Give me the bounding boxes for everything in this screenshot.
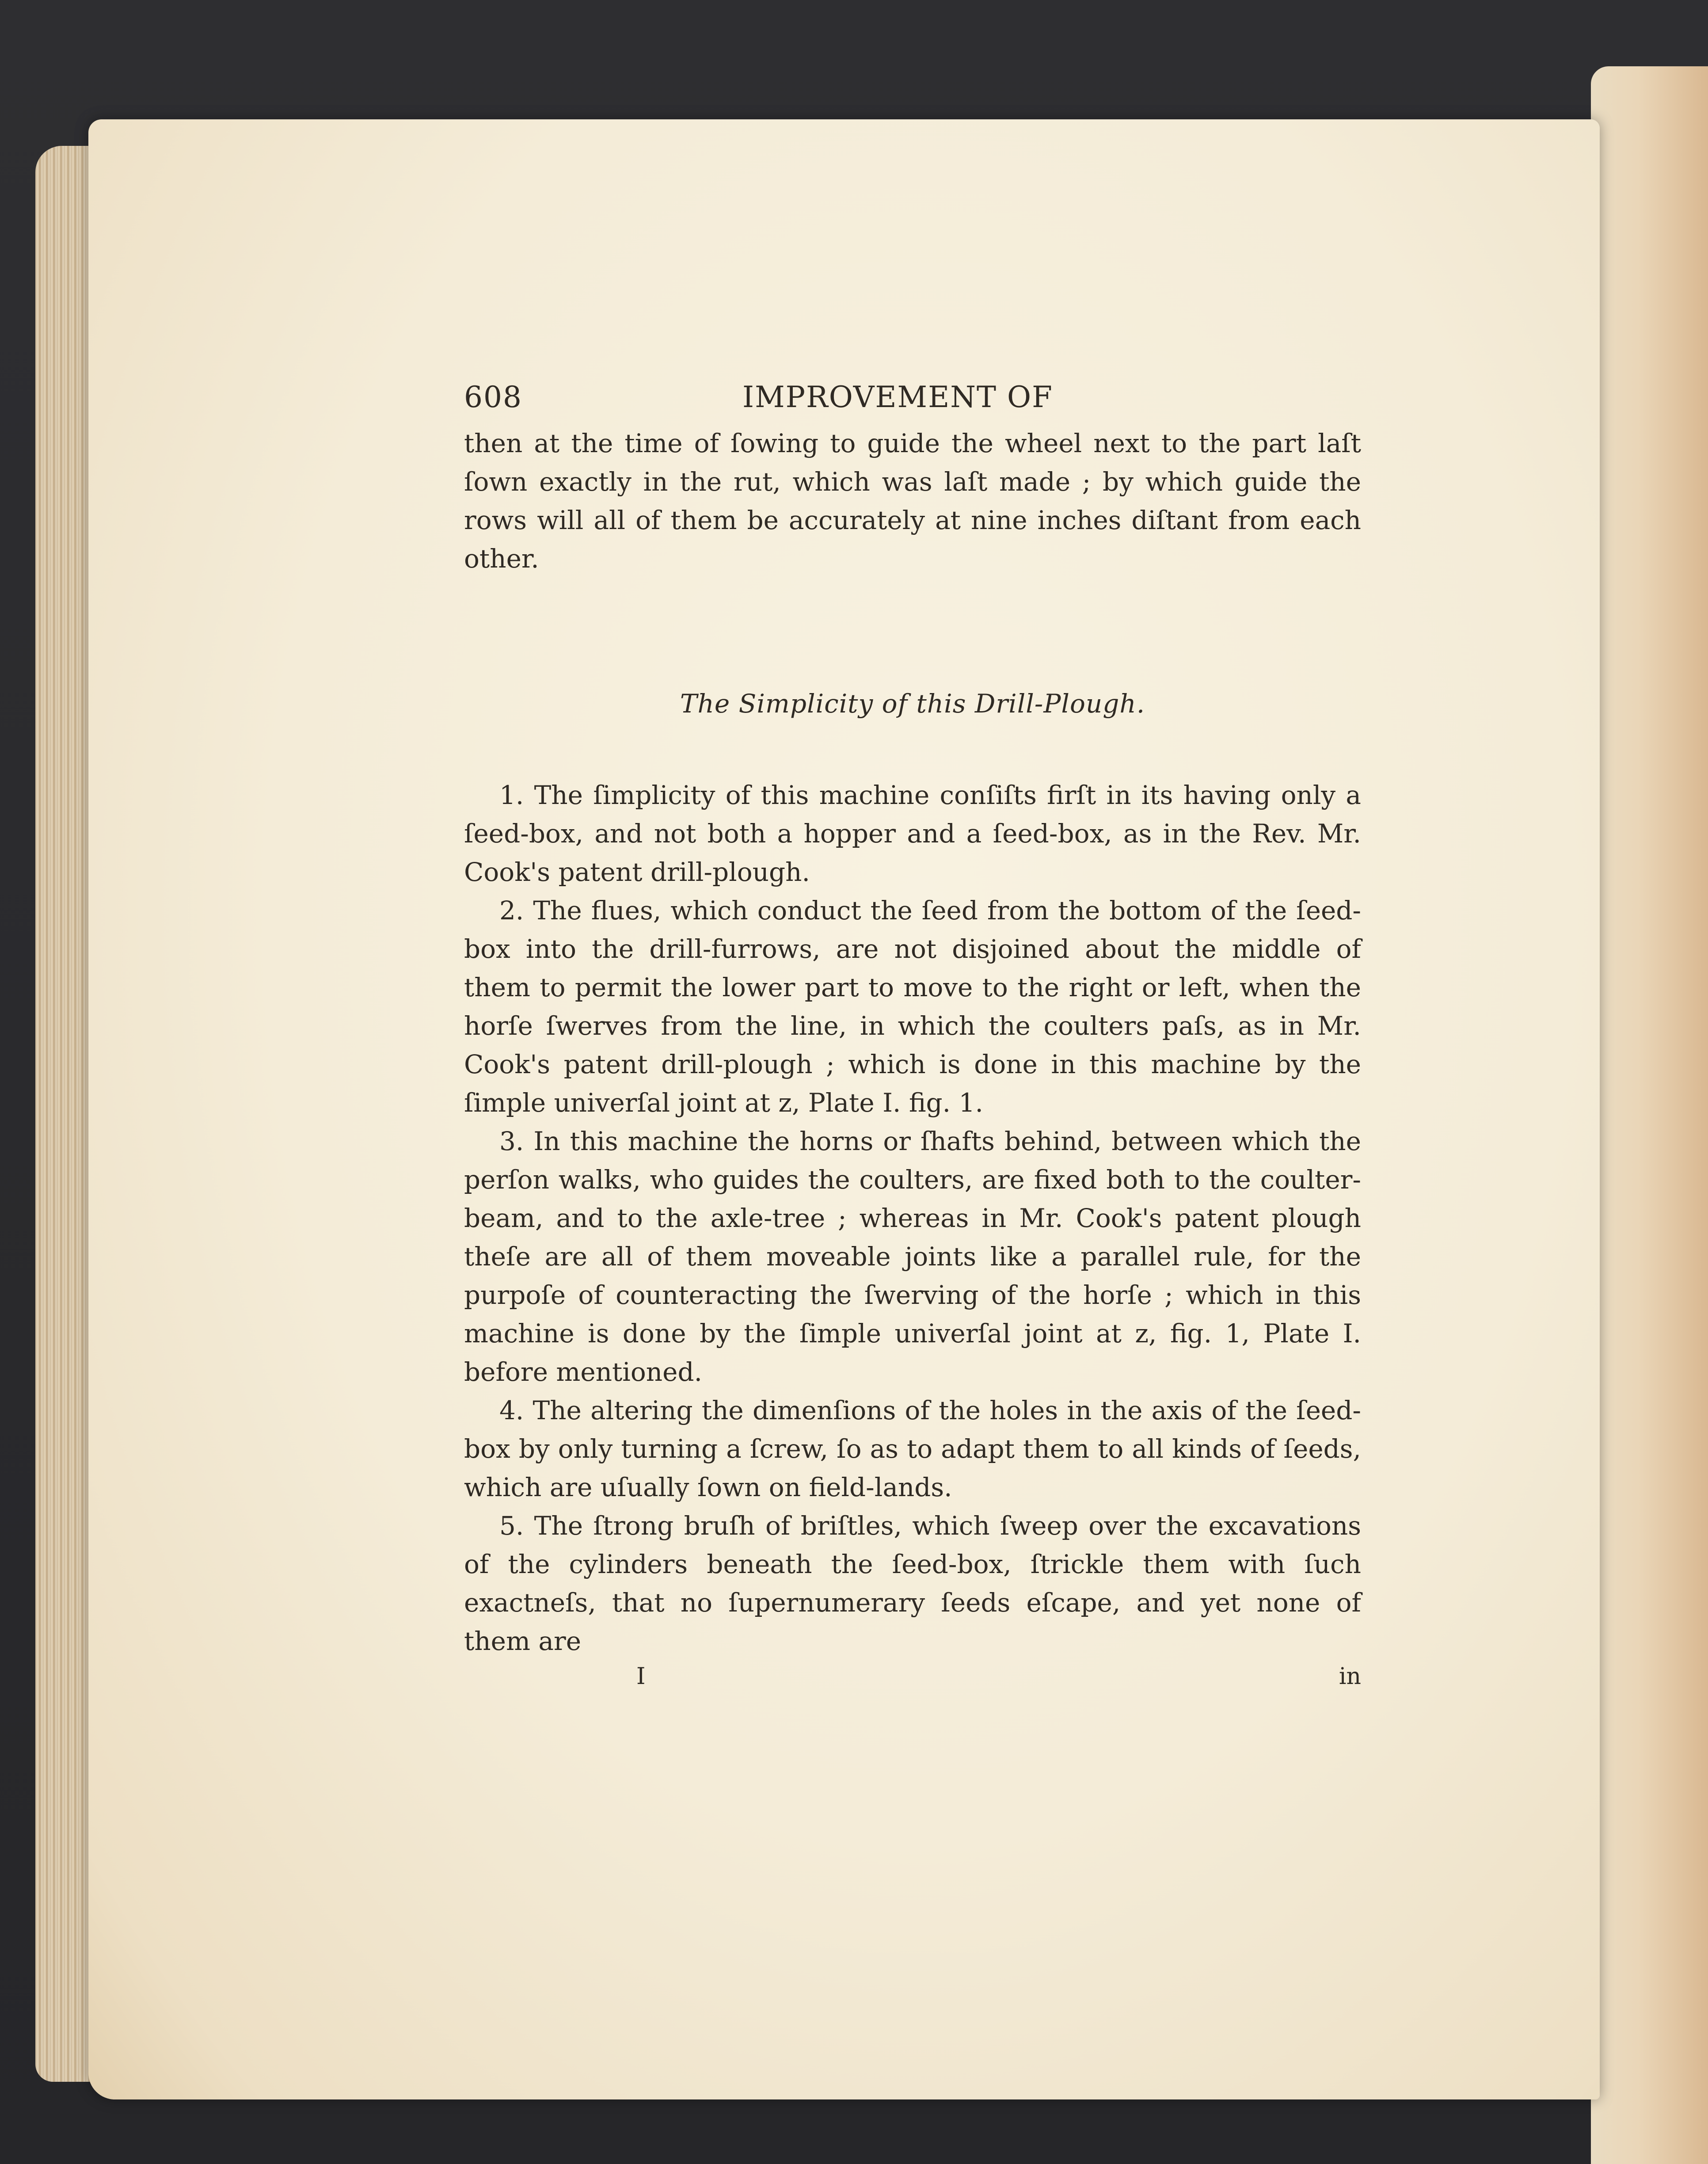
intro-paragraph: then at the time of ſowing to guide the wheel next to the part laſt ſown exactly in the rut, which was laſt made ; by which guide the rows will all of them be accurately at nine inches diſtant from each other. xyxy=(464,428,1361,574)
paragraph-1: 1. The ſimplicity of this machine conſiſts firſt in its having only a ſeed-box, and not both a hopper and a ſeed-box, as in the Rev. Mr. Cook's patent drill-plough. xyxy=(464,780,1361,887)
signature-mark: I xyxy=(636,1663,646,1690)
page-footer xyxy=(464,1663,1361,1703)
section-title: The Simplicity of this Drill-Plough. xyxy=(680,689,1145,719)
paragraph-3: 3. In this machine the horns or ſhafts behind, between which the perſon walks, who guides the coulters, are fixed both to the coulter-beam, and to the axle-tree ; whereas in Mr. Cook's patent plough theſe are all of them moveable joints like a parallel rule, for the purpoſe of counteracting the ſwerving of the horſe ; which in this machine is done by the ſimple univerſal joint at z, fig. 1, Plate I. before mentioned. xyxy=(464,1126,1361,1387)
page-number: 608 xyxy=(464,380,522,414)
text-column xyxy=(464,380,1361,1703)
paragraph-4: 4. The altering the dimenſions of the holes in the axis of the ſeed-box by only turning a ſcrew, ſo as to adapt them to all kinds of ſeeds, which are uſually ſown on field-lands. xyxy=(464,1395,1361,1502)
catchword: in xyxy=(1339,1663,1361,1690)
numbered-paragraphs xyxy=(464,776,1361,1661)
page-header xyxy=(464,380,1361,424)
paragraph-2: 2. The flues, which conduct the ſeed from the bottom of the ſeed-box into the drill-furrows, are not disjoined about the middle of them to permit the lower part to move to the right or left, when the horſe ſwerves from the line, in which the coulters paſs, as in Mr. Cook's patent drill-plough ; which is done in this machine by the ſimple univerſal joint at z, Plate I. fig. 1. xyxy=(464,895,1361,1118)
paragraph-5: 5. The ſtrong bruſh of briſtles, which ſweep over the excavations of the cylinders beneath the ſeed-box, ſtrickle them with ſuch exactneſs, that no ſupernumerary ſeeds eſcape, and yet none of them are xyxy=(464,1511,1361,1656)
facing-page-edge xyxy=(1591,66,1708,2164)
running-head: IMPROVEMENT OF xyxy=(742,380,1053,414)
